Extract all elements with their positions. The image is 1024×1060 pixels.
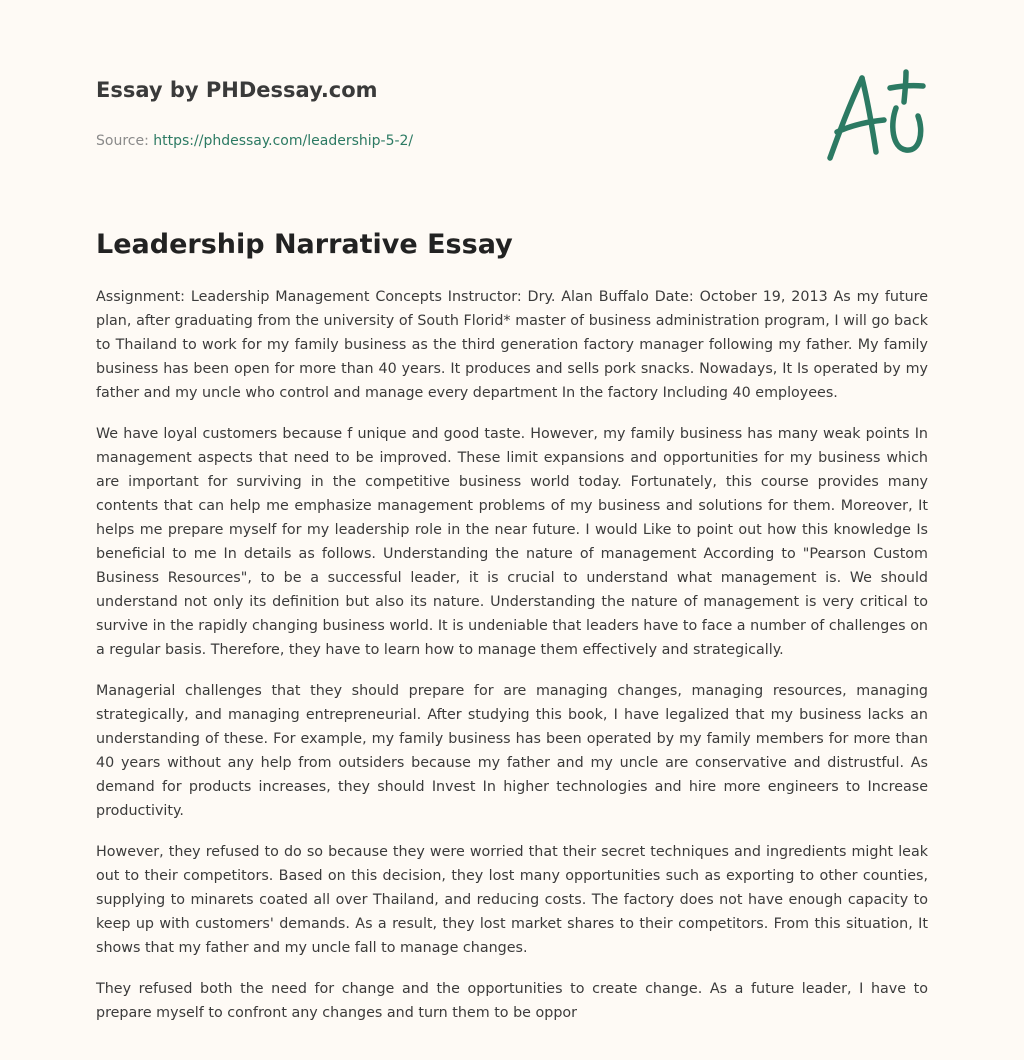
source-line [96, 131, 756, 151]
source-link[interactable]: https://phdessay.com/leadership-5-2/ [153, 133, 414, 149]
a-plus-grade-logo [820, 66, 930, 166]
essay-paragraph: Managerial challenges that they should prepare for are managing changes, managing resources, managing strategically, and managing entrepreneurial. After studying this book, I have legalized that my business lacks an understanding of these. For example, my family business has been operated by my family members for more than 40 years without any help from outsiders because my father and my uncle are conservative and distrustful. As demand for products increases, they should Invest In higher technologies and hire more engineers to Increase productivity. [96, 683, 928, 819]
essay-paragraph: We have loyal customers because f unique and good taste. However, my family business has many weak points In management aspects that need to be improved. These limit expansions and opportunities for my business which are important for surviving in the competitive business world today. Fortunately, this course provides many contents that can help me emphasize management problems of my business and solutions for them. Moreover, It helps me prepare myself for my leadership role in the near future. I would Like to point out how this knowledge Is beneficial to me In details as follows. Understanding the nature of management According to "Pearson Custom Business Resources", to be a successful leader, it is crucial to understand what management is. We should understand not only its definition but also its nature. Understanding the nature of management is very critical to survive in the rapidly changing business world. It is undeniable that leaders have to face a number of challenges on a regular basis. Therefore, they have to learn how to manage them effectively and strategically. [96, 426, 928, 658]
essay-paragraph: They refused both the need for change and the opportunities to create change. As a future leader, I have to prepare myself to confront any changes and turn them to be oppor [96, 981, 928, 1021]
essay-paragraph: However, they refused to do so because they were worried that their secret techniques and ingredients might leak out to their competitors. Based on this decision, they lost many opportunities such as exporting to other counties, supplying to minarets coated all over Thailand, and reducing costs. The factory does not have enough capacity to keep up with customers' demands. As a result, they lost market shares to their competitors. From this situation, It shows that my father and my uncle fall to manage changes. [96, 844, 928, 956]
a-plus-icon [820, 66, 930, 166]
essay-title: Leadership Narrative Essay [96, 229, 513, 260]
page-header [96, 76, 756, 151]
site-title: Essay by PHDessay.com [96, 78, 378, 102]
essay-body [96, 285, 928, 1042]
essay-paragraph: Assignment: Leadership Management Concepts Instructor: Dry. Alan Buffalo Date: October 19, 2013 As my future plan, after graduating from the university of South Florid* master of business administration program, I will go back to Thailand to work for my family business as the third generation factory manager following my father. My family business has been open for more than 40 years. It produces and sells pork snacks. Nowadays, It Is operated by my father and my uncle who control and manage every department In the factory Including 40 employees. [96, 289, 928, 401]
source-label: Source: [96, 133, 154, 149]
